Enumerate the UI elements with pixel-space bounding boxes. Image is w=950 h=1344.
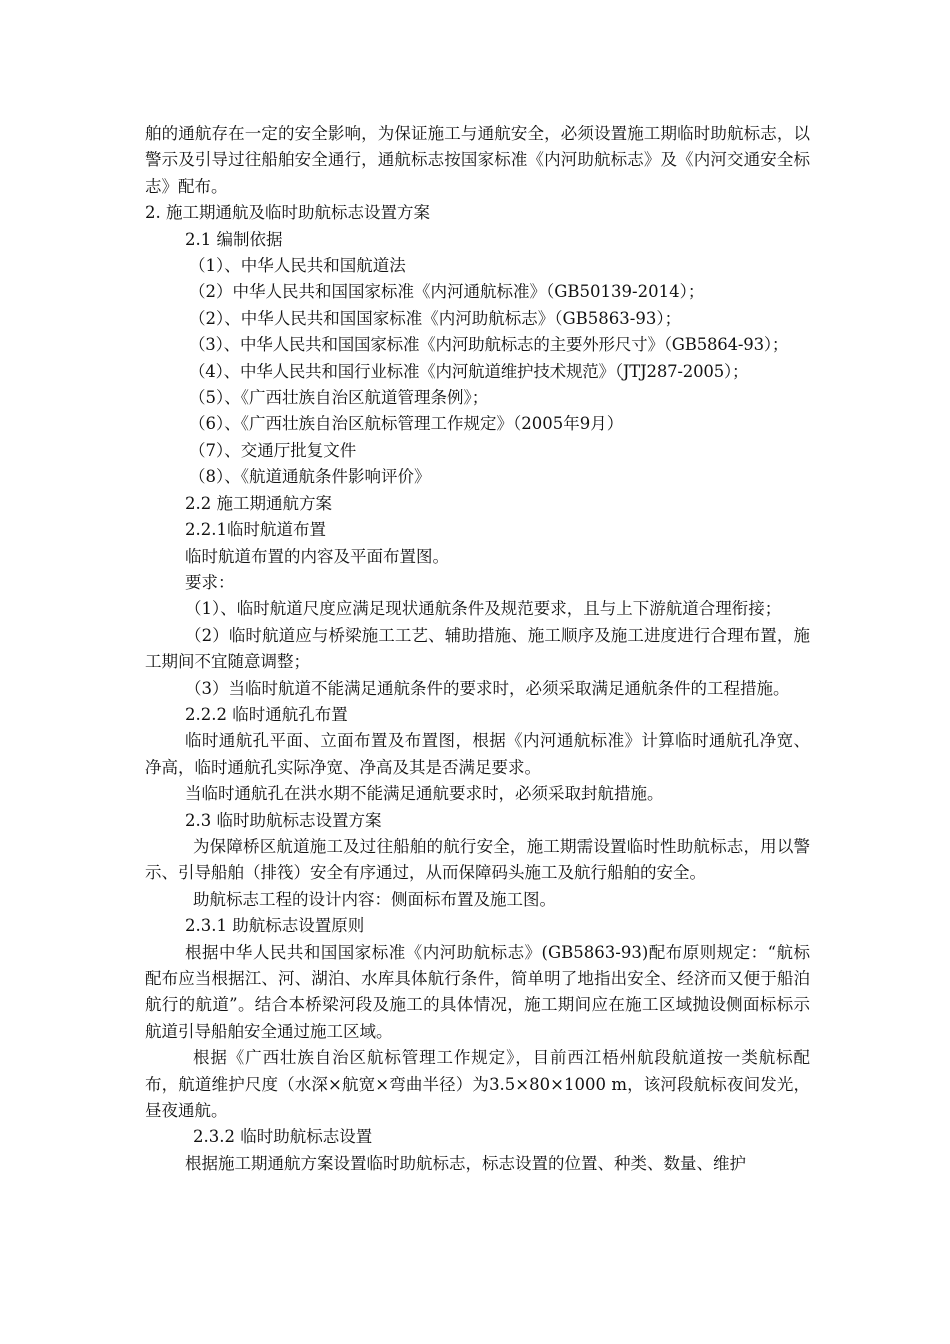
section-2-3-2-heading: 2.3.2 临时助航标志设置 <box>193 1127 373 1147</box>
basis-item-8: （8）、《航道通航条件影响评价》 <box>189 467 431 487</box>
principle-paragraph: 根据中华人民共和国国家标准《内河助航标志》(GB5863-93)配布原则规定：“航标配布应当根据江、河、湖泊、水库具体航行条件，简单明了地指出安全、经济而又便于船泊航行的航道”。结合本桥梁河段及施工的具体情况，施工期间应在施工区域抛设侧面标标示航道引导船舶安全通过施工区域。 <box>145 942 810 1041</box>
setup-paragraph: 根据施工期通航方案设置临时助航标志，标志设置的位置、种类、数量、维护 <box>185 1153 746 1173</box>
basis-item-1: （1）、中华人民共和国航道法 <box>189 256 406 276</box>
basis-item-4: （4）、中华人民共和国行业标准《内河航道维护技术规范》（JTJ287-2005）； <box>189 361 749 381</box>
temp-channel-paragraph: 临时航道布置的内容及平面布置图。 <box>185 546 449 566</box>
section-2-heading: 2. 施工期通航及临时助航标志设置方案 <box>145 203 430 223</box>
navigation-hole-paragraph: 临时通航孔平面、立面布置及布置图，根据《内河通航标准》计算临时通航孔净宽、净高，临时通航孔实际净宽、净高及其是否满足要求。 <box>145 731 810 777</box>
section-2-3-heading: 2.3 临时助航标志设置方案 <box>185 810 382 830</box>
basis-item-2b: （2）、中华人民共和国国家标准《内河助航标志》（GB5863-93）； <box>189 308 682 328</box>
basis-item-7: （7）、交通厅批复文件 <box>189 440 357 460</box>
basis-item-2a: （2）中华人民共和国国家标准《内河通航标准》（GB50139-2014）； <box>189 282 705 302</box>
requirements-label: 要求： <box>185 572 235 592</box>
requirement-1: （1）、临时航道尺度应满足现状通航条件及规范要求，且与上下游航道合理衔接； <box>185 599 782 619</box>
aid-design-content-paragraph: 助航标志工程的设计内容：侧面标布置及施工图。 <box>193 889 556 909</box>
section-2-3-1-heading: 2.3.1 助航标志设置原则 <box>185 916 365 936</box>
requirement-2: （2）临时航道应与桥梁施工工艺、辅助措施、施工顺序及施工进度进行合理布置，施工期间不宜随意调整； <box>145 625 810 672</box>
basis-item-3: （3）、中华人民共和国国家标准《内河助航标志的主要外形尺寸》（GB5864-93）； <box>189 335 789 355</box>
aid-purpose-paragraph: 为保障桥区航道施工及过往船舶的航行安全，施工期需设置临时性助航标志，用以警示、引导船舶（排筏）安全有序通过，从而保障码头施工及航行船舶的安全。 <box>145 836 810 883</box>
section-2-2-heading: 2.2 施工期通航方案 <box>185 493 332 513</box>
section-2-2-1-heading: 2.2.1临时航道布置 <box>185 520 326 540</box>
intro-paragraph: 舶的通航存在一定的安全影响，为保证施工与通航安全，必须设置施工期临时助航标志，以警示及引导过往船舶安全通行，通航标志按国家标准《内河助航标志》及《内河交通安全标志》配布。 <box>145 124 810 196</box>
basis-item-6: （6）、《广西壮族自治区航标管理工作规定》（2005年9月） <box>189 414 624 434</box>
basis-item-5: （5）、《广西壮族自治区航道管理条例》； <box>189 388 489 408</box>
section-2-1-heading: 2.1 编制依据 <box>185 229 283 249</box>
flood-closure-paragraph: 当临时通航孔在洪水期不能满足通航要求时，必须采取封航措施。 <box>185 784 664 804</box>
guangxi-regulation-paragraph: 根据《广西壮族自治区航标管理工作规定》，目前西江梧州航段航道按一类航标配布，航道维护尺度（水深×航宽×弯曲半径）为3.5×80×1000 m，该河段航标夜间发光，昼夜通航。 <box>145 1048 810 1121</box>
document-body <box>145 121 810 1177</box>
requirement-3: （3）当临时航道不能满足通航条件的要求时，必须采取满足通航条件的工程措施。 <box>185 678 790 698</box>
section-2-2-2-heading: 2.2.2 临时通航孔布置 <box>185 704 348 724</box>
